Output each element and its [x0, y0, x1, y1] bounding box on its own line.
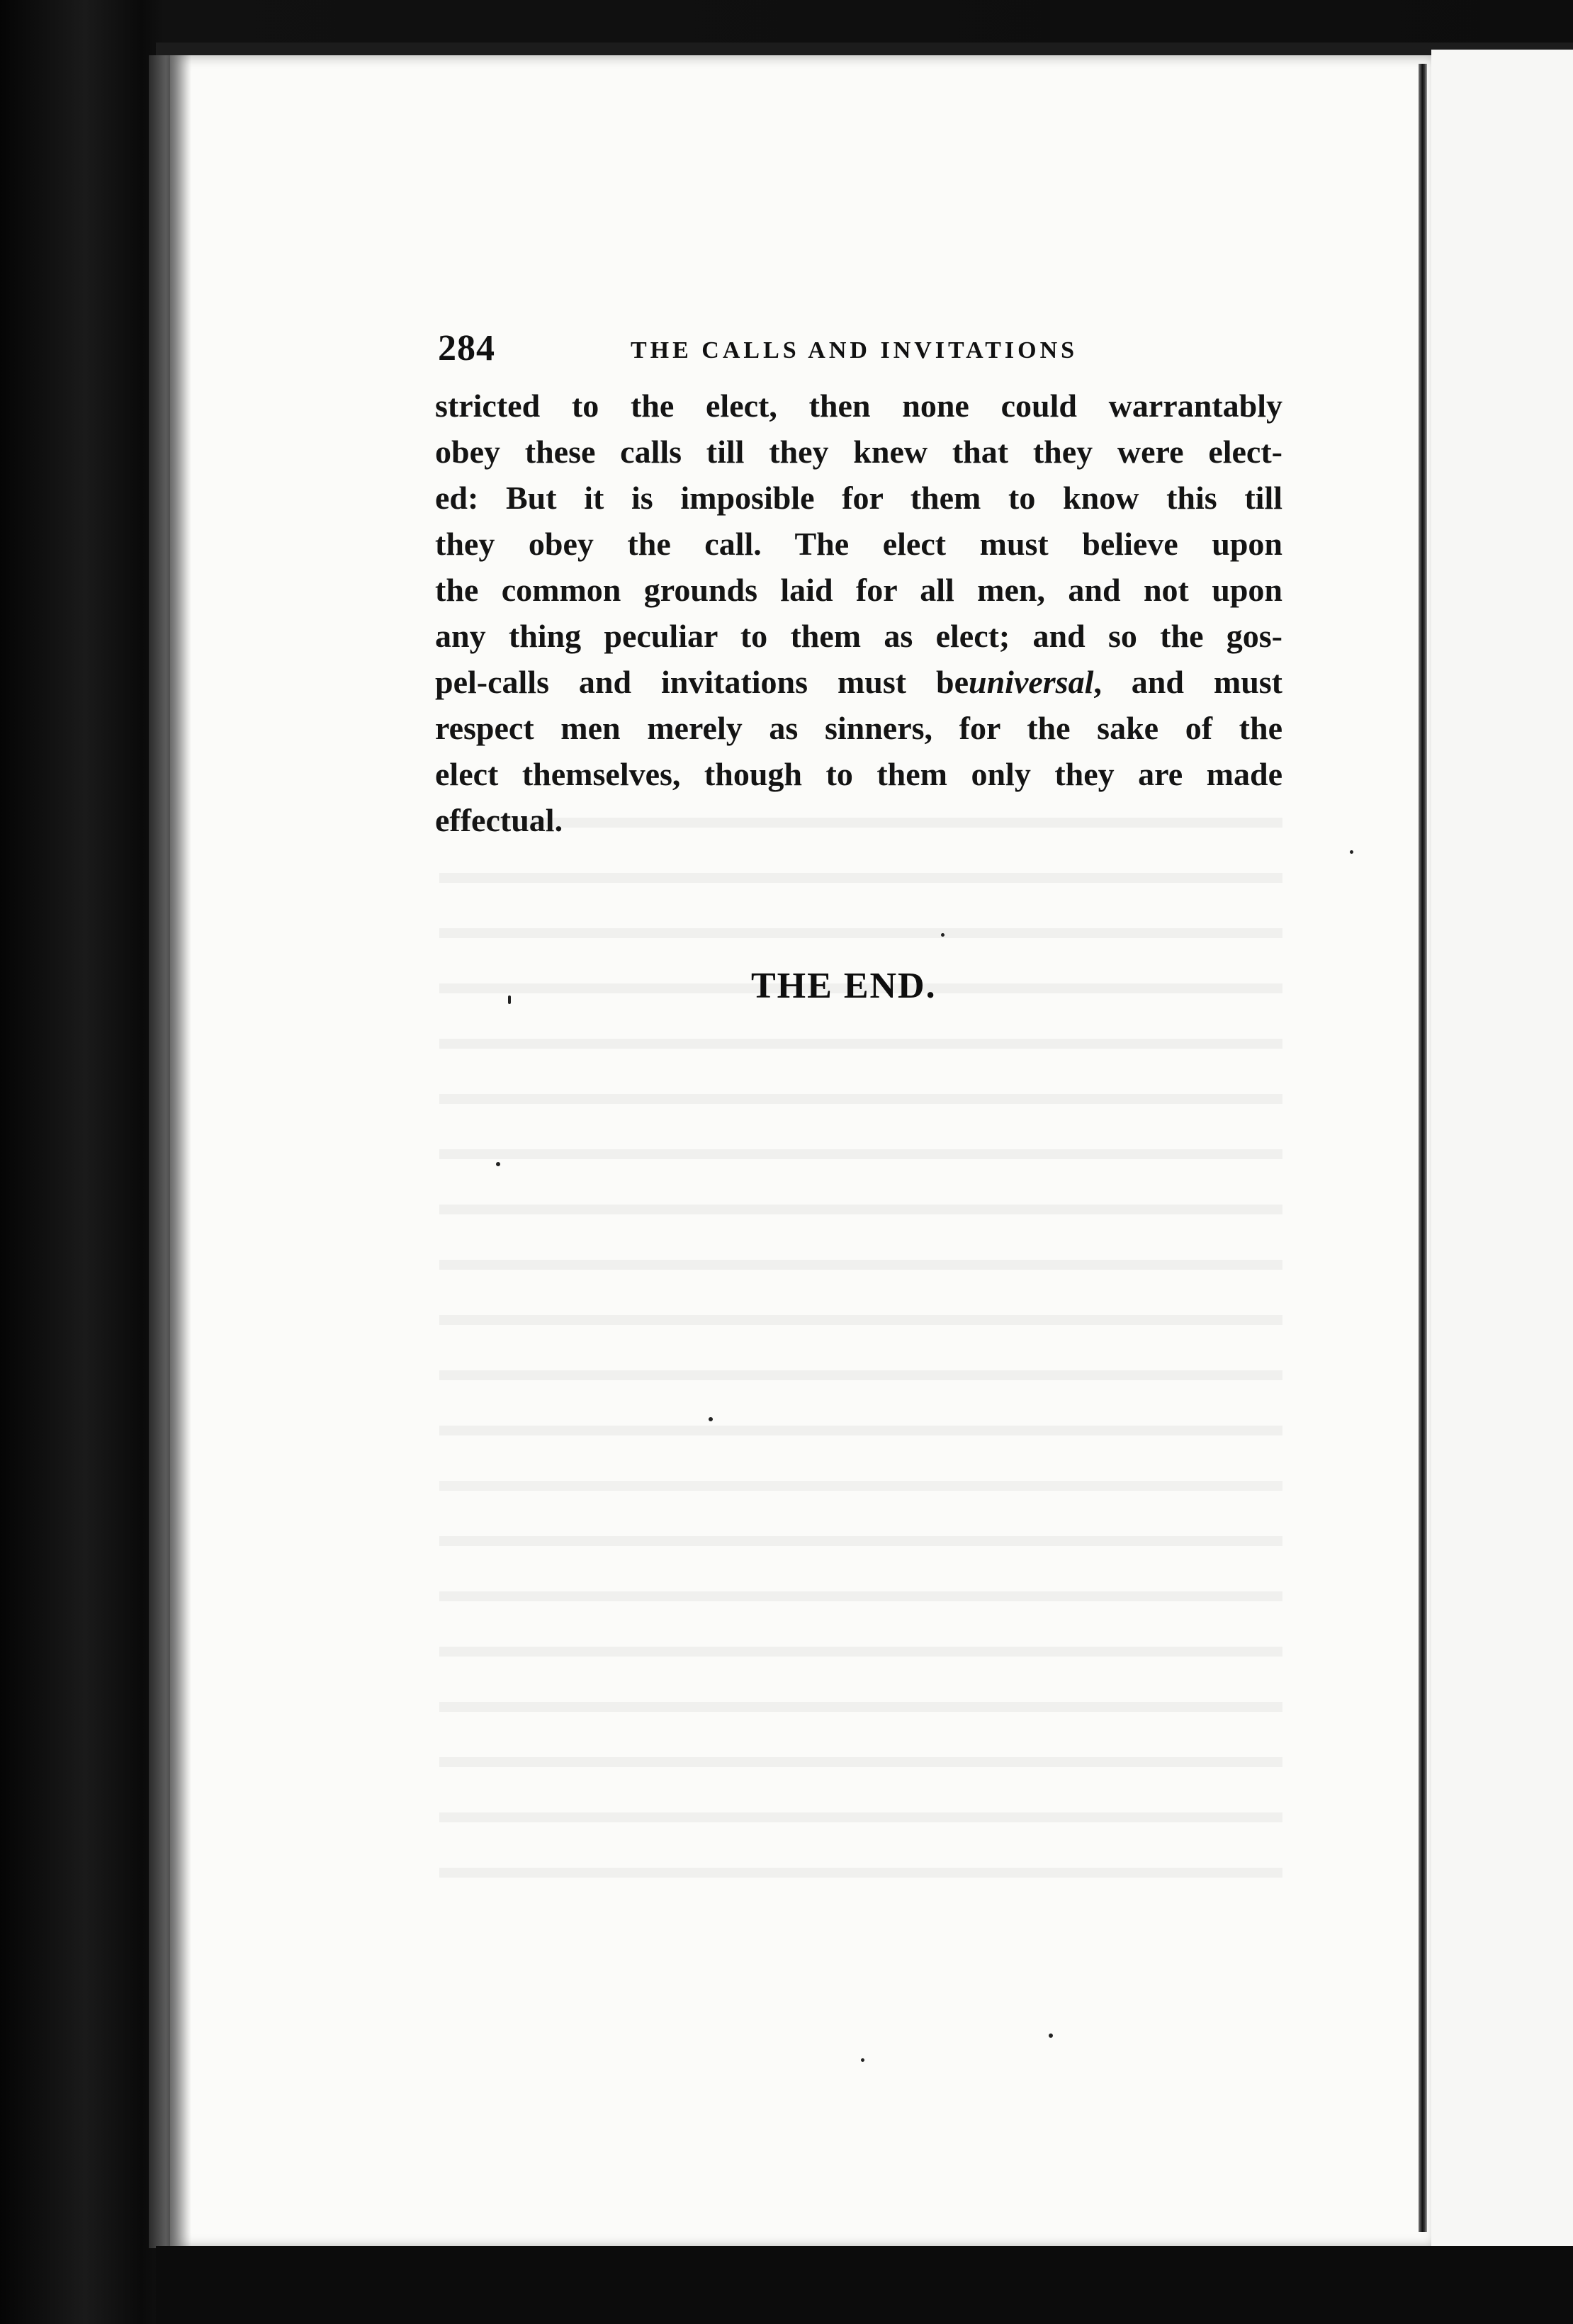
text-line: effectual.: [435, 802, 563, 838]
show-through-text: [439, 779, 1282, 1757]
text-line: elect themselves, though to them only they are made: [435, 756, 1282, 792]
italic-word: universal: [969, 664, 1094, 700]
running-title: THE CALLS AND INVITATIONS: [631, 337, 1078, 363]
adjacent-page: [1431, 50, 1573, 2260]
text-line: obey these calls till they knew that they were elect-: [435, 434, 1282, 470]
text-line: the common grounds laid for all men, and not upon: [435, 572, 1282, 608]
text-line: stricted to the elect, then none could warrantably: [435, 388, 1282, 424]
text-line: they obey the call. The elect must believe upon: [435, 526, 1282, 562]
page-divider: [1419, 64, 1427, 2232]
dust-speck: [496, 1162, 500, 1166]
dust-speck: [1049, 2034, 1053, 2038]
text-line-with-italic: [435, 659, 1282, 705]
dust-speck: [1350, 850, 1353, 854]
dust-speck: [861, 2058, 864, 2062]
binding-shadow: [149, 55, 191, 2248]
dust-speck: [508, 995, 511, 1004]
text-line: ed: But it is imposible for them to know this till: [435, 480, 1282, 516]
text-line: any thing peculiar to them as elect; and so the gos-: [435, 618, 1282, 654]
dust-speck: [941, 933, 945, 937]
body-paragraph: [435, 383, 1282, 843]
text-segment: pel-calls and invitations must be: [435, 664, 969, 700]
dust-speck: [709, 1417, 713, 1421]
page-number: 284: [438, 328, 495, 368]
running-header: [438, 327, 1281, 370]
book-bottom-edge: [156, 2246, 1573, 2324]
the-end-heading: THE END.: [751, 966, 937, 1006]
text-line: respect men merely as sinners, for the sake of the: [435, 710, 1282, 746]
text-segment: , and must: [1093, 664, 1283, 700]
